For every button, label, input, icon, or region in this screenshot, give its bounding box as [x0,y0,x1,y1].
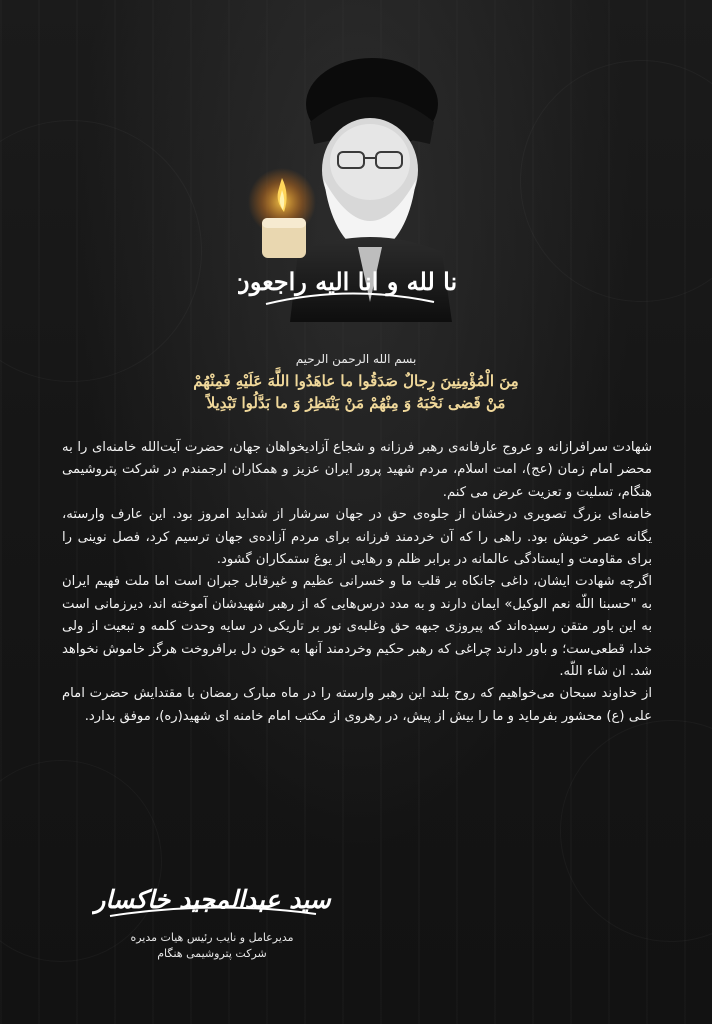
background-ornament [0,120,202,382]
handwritten-signature [92,870,332,926]
message-paragraph: اگرچه شهادت ایشان، داغی جانکاه بر قلب ما و خسرانی عظیم و غیرقابل جبران است اما ملت فهیم ایران به "حسبنا اللّه نعم الوکیل» ایمان دارند و به مدد درس‌هایی که از رهبر شهیدشان آموخته اند، دیرزمانی است به این باور متقن رسیده‌اند که پیروزی جبهه حق وغلبه‌ی نور بر تاریکی در سایه وحدت کلمه و تبعیت از ولی خدا، قطعی‌ست؛ و باور دارند چراغی که رهبر حکیم وخردمند آنها به خون دل برافروخت هرگز خاموش نخواهد شد. ان شاء اللّه. [62,574,652,680]
signature-block [92,870,332,1010]
calligraphy-text: انا لله و انا الیه راجعون [238,267,458,296]
message-paragraph: خامنه‌ای بزرگ تصویری درخشان از جلوه‌ی حق در جهان سرشار از شداید امروز بود. این عارف وارسته، یگانه عصر خویش بود. راهی را که آن خردمند فرزانه برای مردم آزاده‌ی جهان ترسیم کرد، فصل نوینی را برای مقاومت و ایستادگی عالمانه در برابر ظلم و رهایی از یوغ ستمکاران گشود. [62,507,652,568]
signatory-title [92,930,332,962]
background-ornament [520,60,712,302]
quran-verse-line-2: مَنْ قَضى‏ نَحْبَهُ وَ مِنْهُمْ مَنْ يَنْتَظِرُ وَ ما بَدَّلُوا تَبْدِيلاً [206,394,506,412]
verse-header [0,352,712,414]
signatory-company: شرکت پتروشیمی هنگام [157,947,267,960]
basmala: بسم الله الرحمن الرحیم [295,352,417,366]
signature-name: سید عبدالمجید خاکسار [93,885,331,914]
message-paragraph: شهادت سرافرازانه و عروج عارفانه‌ی رهبر فرزانه و شجاع آزادیخواهان جهان، حضرت آیت‌الله خامنه‌ای را به محضر امام زمان (عج)، امت اسلام، مردم شهید پرور ایران عزیز و همکاران ارجمندم در شرکت پتروشیمی هنگام، تسلیت و تعزیت عرض می کنم. [62,440,652,500]
signatory-position: مدیرعامل و نایب رئیس هیات مدیره [130,931,294,944]
portrait-graphic [238,52,458,322]
portrait-illustration [238,52,458,322]
message-paragraph: از خداوند سبحان می‌خواهیم که روح بلند این رهبر وارسته را در ماه مبارک رمضان با مقتدایش حضرت امام علی (ع) محشور بفرماید و ما را بیش از پیش، در رهروی از مکتب امام خامنه ای شهید(ره)، موفق بدارد. [62,686,652,724]
quran-verse-line-1: مِنَ الْمُؤْمِنِينَ رِجالٌ صَدَقُوا ما عاهَدُوا اللَّهَ عَلَيْهِ فَمِنْهُمْ [193,372,519,390]
condolence-message [62,437,652,728]
background-ornament [560,720,712,942]
